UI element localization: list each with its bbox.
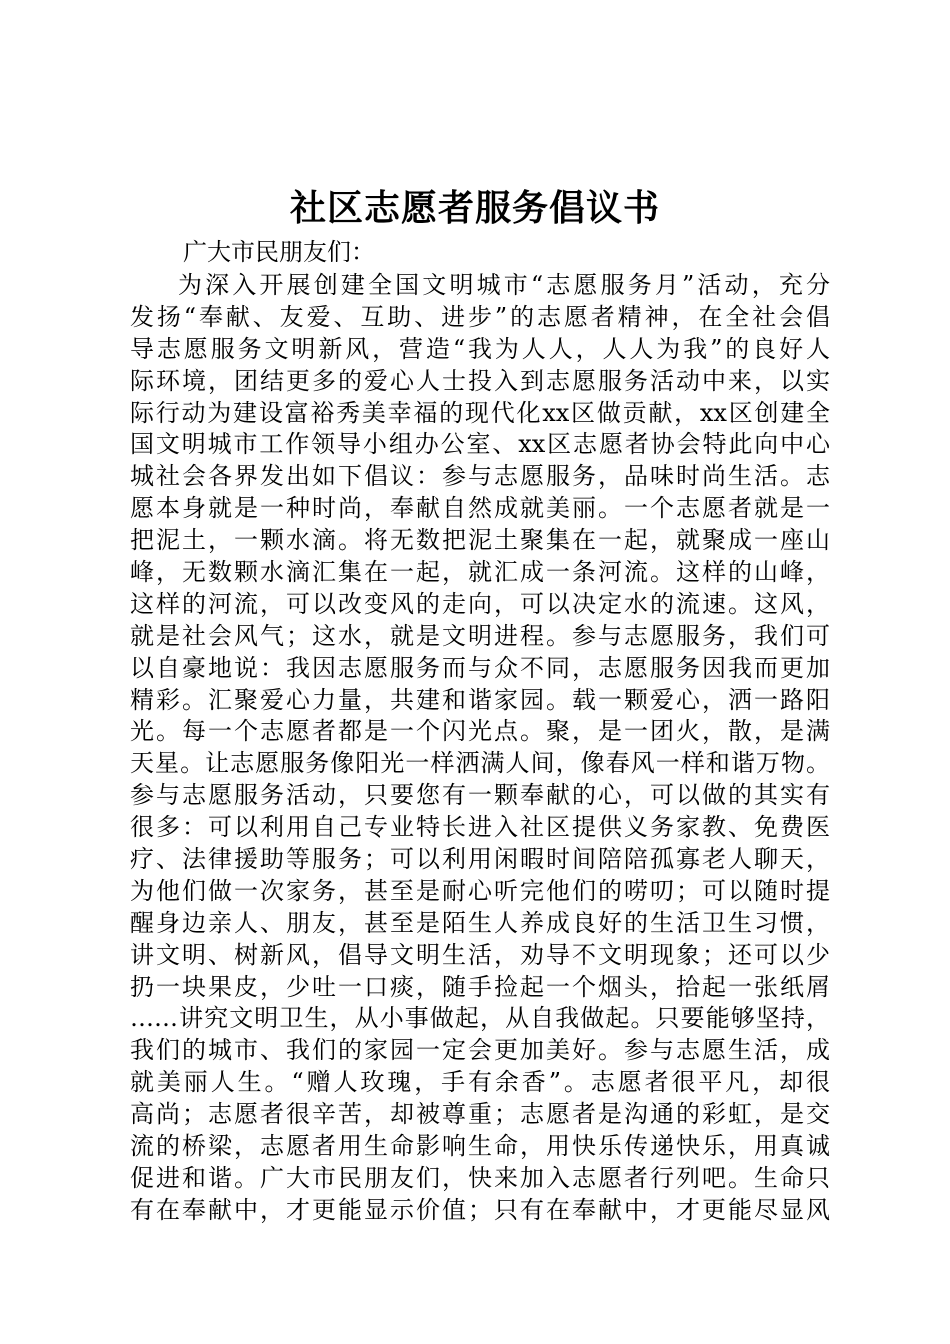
body-line: 愿本身就是一种时尚，奉献自然成就美丽。一个志愿者就是一 [130, 494, 830, 523]
body-line: 有在奉献中，才更能显示价值；只有在奉献中，才更能尽显风 [130, 1195, 830, 1224]
body-line: 扔一块果皮，少吐一口痰，随手捡起一个烟头，拾起一张纸屑 [130, 972, 830, 1001]
body-line: 醒身边亲人、朋友，甚至是陌生人养成良好的生活卫生习惯， [130, 908, 830, 937]
body-line: 把泥土，一颗水滴。将无数把泥土聚集在一起，就聚成一座山 [130, 526, 830, 555]
body-line: 很多：可以利用自己专业特长进入社区提供义务家教、免费医 [130, 813, 830, 842]
body-paragraph [130, 270, 830, 1227]
body-line: 高尚；志愿者很辛苦，却被尊重；志愿者是沟通的彩虹，是交 [130, 1100, 830, 1129]
body-line: 流的桥梁，志愿者用生命影响生命，用快乐传递快乐，用真诚 [130, 1132, 830, 1161]
body-line: 就美丽人生。“赠人玫瑰，手有余香”。志愿者很平凡，却很 [130, 1068, 830, 1097]
body-line: 光。每一个志愿者都是一个闪光点。聚，是一团火，散，是满 [130, 717, 830, 746]
body-line: 参与志愿服务活动，只要您有一颗奉献的心，可以做的其实有 [130, 781, 830, 810]
body-line: 为深入开展创建全国文明城市“志愿服务月”活动，充分 [178, 271, 830, 299]
body-line: 国文明城市工作领导小组办公室、xx区志愿者协会特此向中心 [130, 430, 830, 459]
salutation: 广大市民朋友们： [183, 238, 375, 266]
body-line: 精彩。汇聚爱心力量，共建和谐家园。载一颗爱心，洒一路阳 [130, 685, 830, 714]
body-line: 促进和谐。广大市民朋友们，快来加入志愿者行列吧。生命只 [130, 1163, 830, 1192]
body-line: 我们的城市、我们的家园一定会更加美好。参与志愿生活，成 [130, 1036, 830, 1065]
body-line: 以自豪地说：我因志愿服务而与众不同，志愿服务因我而更加 [130, 653, 830, 682]
body-line: 发扬“奉献、友爱、互助、进步”的志愿者精神，在全社会倡 [130, 302, 830, 331]
body-line: 讲文明、树新风，倡导文明生活，劝导不文明现象；还可以少 [130, 940, 830, 969]
body-line: 际环境，团结更多的爱心人士投入到志愿服务活动中来，以实 [130, 366, 830, 395]
body-line: 城社会各界发出如下倡议：参与志愿服务，品味时尚生活。志 [130, 462, 830, 491]
body-line: ……讲究文明卫生，从小事做起，从自我做起。只要能够坚持， [130, 1004, 830, 1033]
body-line: 疗、法律援助等服务；可以利用闲暇时间陪陪孤寡老人聊天， [130, 845, 830, 874]
body-line: 际行动为建设富裕秀美幸福的现代化xx区做贡献，xx区创建全 [130, 398, 830, 427]
body-line: 就是社会风气；这水，就是文明进程。参与志愿服务，我们可 [130, 621, 830, 650]
body-line: 峰，无数颗水滴汇集在一起，就汇成一条河流。这样的山峰， [130, 558, 830, 587]
body-line: 天星。让志愿服务像阳光一样洒满人间，像春风一样和谐万物。 [130, 749, 830, 778]
body-line: 这样的河流，可以改变风的走向，可以决定水的流速。这风， [130, 589, 830, 618]
body-line: 为他们做一次家务，甚至是耐心听完他们的唠叨；可以随时提 [130, 876, 830, 905]
document-title: 社区志愿者服务倡议书 [289, 187, 660, 229]
body-line: 导志愿服务文明新风，营造“我为人人，人人为我”的良好人 [130, 334, 830, 363]
